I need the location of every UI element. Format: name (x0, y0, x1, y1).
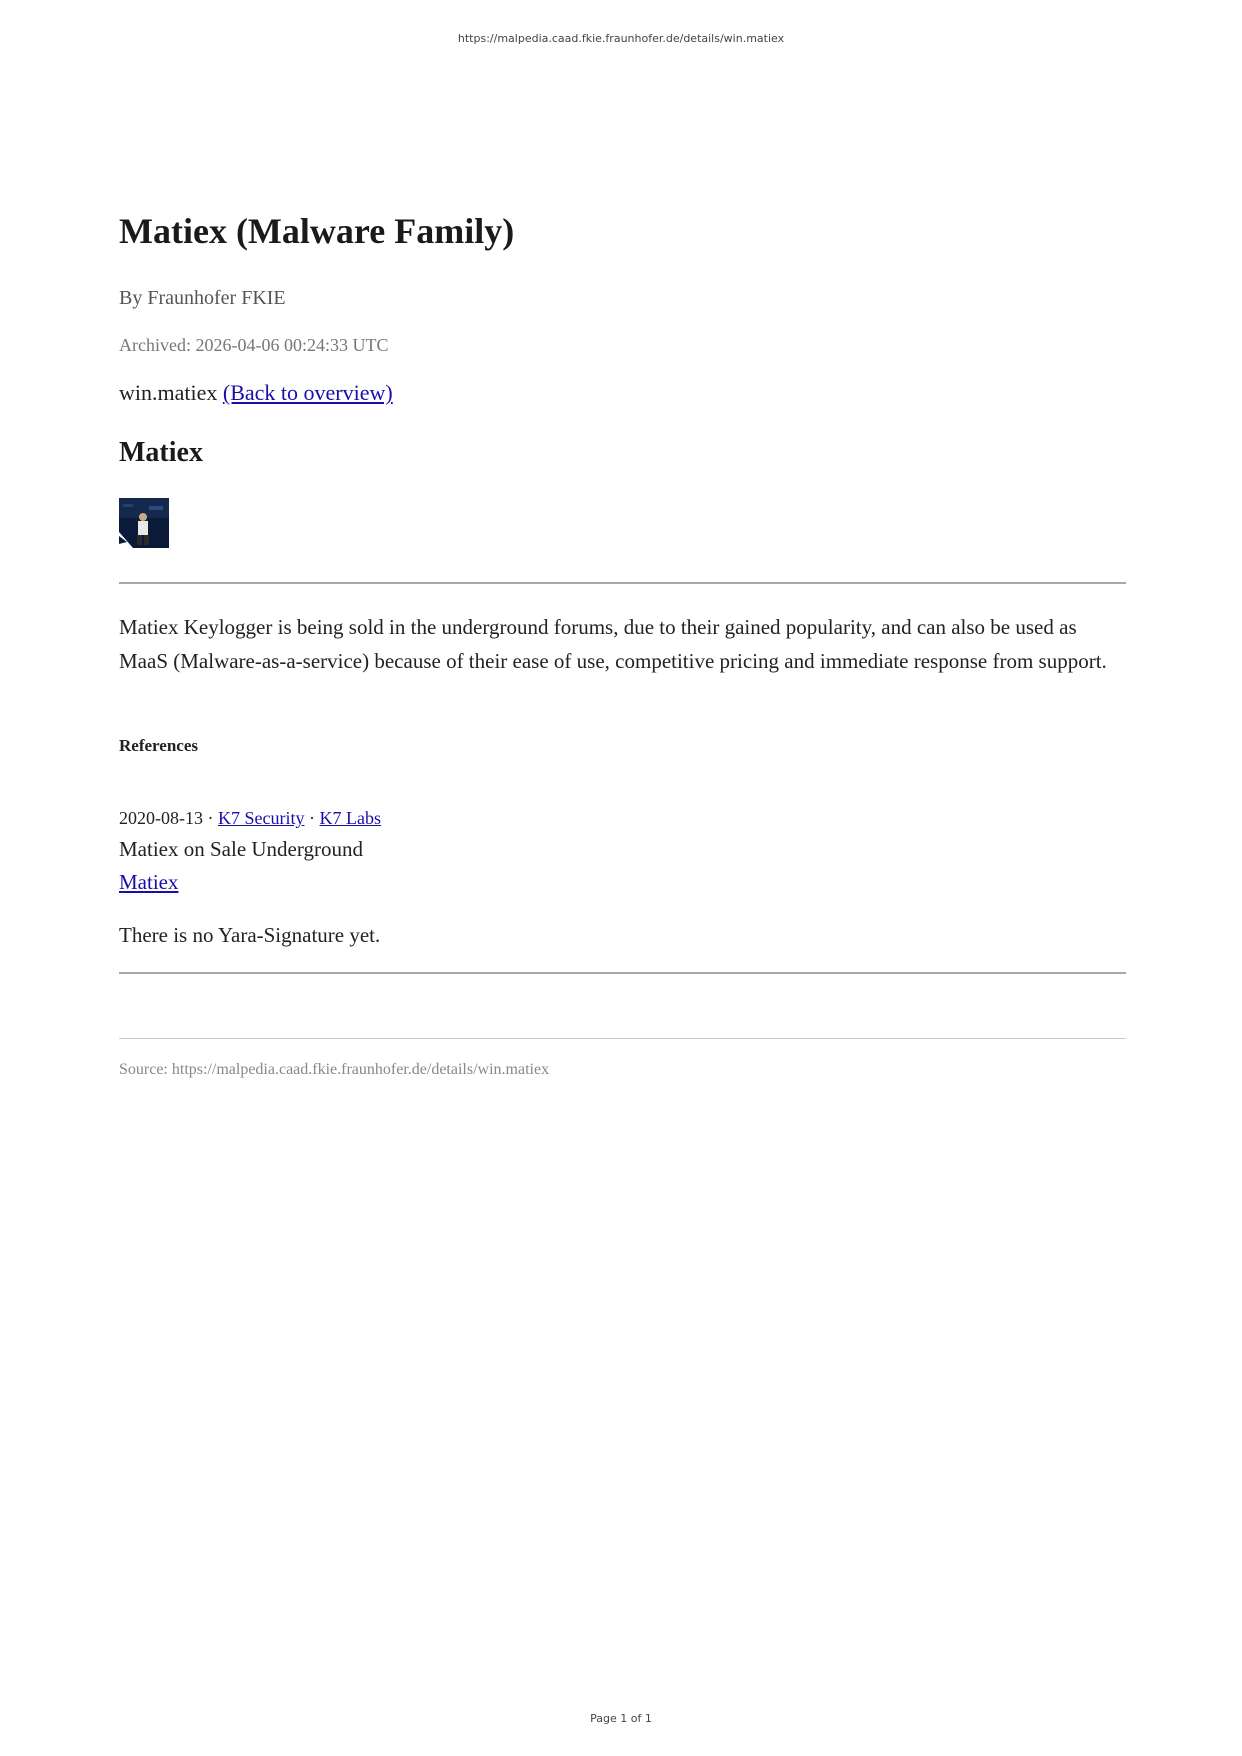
archived-timestamp: Archived: 2026-04-06 00:24:33 UTC (119, 335, 389, 356)
divider (119, 582, 1126, 584)
page-number: Page 1 of 1 (590, 1712, 652, 1725)
reference-meta (119, 808, 1126, 829)
reference-separator: · (207, 808, 214, 829)
reference-family-row (119, 870, 1126, 895)
reference-org-link[interactable]: K7 Security (218, 808, 305, 829)
family-heading: Matiex (119, 437, 203, 469)
yara-status: There is no Yara-Signature yet. (119, 923, 381, 948)
family-thumbnail-image (119, 498, 169, 548)
reference-author-link[interactable]: K7 Labs (319, 808, 381, 829)
family-slug: win.matiex (119, 380, 218, 406)
page-title: Matiex (Malware Family) (119, 211, 515, 251)
back-to-overview-link[interactable]: (Back to overview) (222, 380, 393, 406)
byline: By Fraunhofer FKIE (119, 287, 286, 310)
divider (119, 1038, 1126, 1039)
family-description: Matiex Keylogger is being sold in the underground forums, due to their gained popularity, and can also be used as MaaS (Malware-as-a-service) because of their ease of use, competitive pricing and immediate response from support. (119, 615, 1107, 674)
reference-separator: · (308, 808, 315, 829)
page-header-url: https://malpedia.caad.fkie.fraunhofer.de/details/win.matiex (457, 32, 785, 45)
reference-family-link[interactable]: Matiex (119, 870, 179, 895)
divider (119, 972, 1126, 974)
article (119, 210, 1126, 1079)
slug-line (119, 380, 1126, 406)
reference-title: Matiex on Sale Underground (119, 837, 363, 862)
source-line: Source: https://malpedia.caad.fkie.fraunhofer.de/details/win.matiex (119, 1061, 550, 1079)
reference-date: 2020-08-13 (119, 808, 203, 829)
references-heading: References (119, 736, 198, 756)
